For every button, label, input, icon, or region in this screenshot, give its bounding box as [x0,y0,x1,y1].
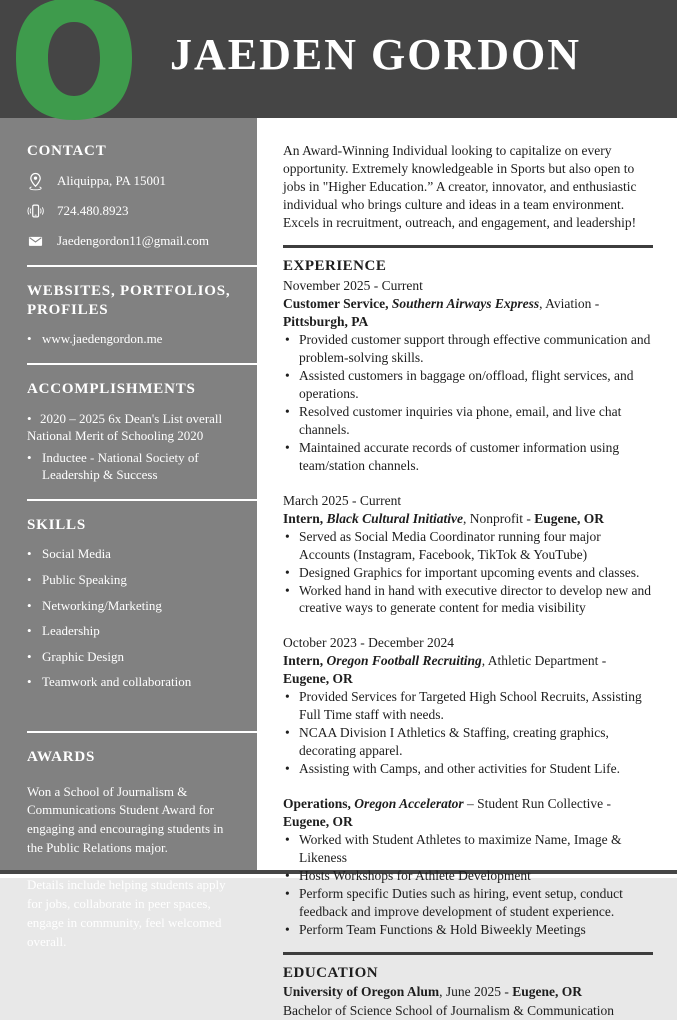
experience-heading: EXPERIENCE [283,257,387,274]
sidebar-divider [27,265,257,267]
sidebar [0,118,257,949]
experience-section [283,257,653,939]
job-bullet: • Perform specific Duties such as hiring, event setup, conduct feedback and improve development of student experience. [285,885,653,921]
contact-location-text: Aliquippa, PA 15001 [57,172,166,188]
location-pin-icon [27,172,44,190]
job-title [283,295,653,331]
awards-paragraph: Details include helping students apply for jobs, collaborate in peer spaces, engage in community, feel welcomed overall. [27,877,226,949]
person-name: JAEDEN GORDON [170,30,582,79]
job-bullet: • Assisting with Camps, and other activities for Student Life. [285,760,653,778]
accomplishments-heading: ACCOMPLISHMENTS [27,380,196,397]
job-bullet: • NCAA Division I Athletics & Staffing, creating graphics, decorating apparel. [285,724,653,760]
education-section [283,964,653,1020]
job-detail: , Aviation - [539,296,600,312]
job-company: Oregon Football Recruiting [323,653,482,669]
skill-item: • Teamwork and collaboration [27,673,257,691]
job-bullet: • Resolved customer inquiries via phone, email, and live chat channels. [285,403,653,439]
skill-item: • Social Media [27,545,257,563]
sidebar-divider [27,499,257,501]
experience-entry [283,277,653,474]
awards-heading: AWARDS [27,748,96,765]
job-bullet: • Worked with Student Athletes to maximize Name, Image & Likeness [285,831,653,867]
job-role: Intern, [283,510,324,526]
phone-icon [27,202,44,220]
websites-heading: WEBSITES, PORTFOLIOS, PROFILES [27,282,231,318]
job-role: Operations, [283,796,351,812]
job-location: Eugene, OR [534,510,605,526]
job-bullet: • Served as Social Media Coordinator running four major Accounts (Instagram, Facebook, TikTok & YouTube) [285,528,653,564]
job-bullet: • Perform Team Functions & Hold Biweekly Meetings [285,921,653,939]
job-location: Eugene, OR [283,671,353,687]
skills-section [27,516,257,691]
job-bullet: • Designed Graphics for important upcoming events and classes. [285,564,653,582]
job-title [283,510,653,528]
skill-item: • Leadership [27,622,257,640]
section-divider [283,952,653,955]
websites-section [27,282,257,348]
main-content [257,118,677,1018]
job-detail: – Student Run Collective - [463,796,611,812]
contact-section [27,142,257,250]
job-location: Pittsburgh, PA [283,314,369,330]
experience-entry [283,795,653,939]
job-company: Oregon Accelerator [350,796,464,812]
contact-row-location [27,172,257,190]
skill-item: • Graphic Design [27,648,257,666]
experience-entry [283,634,653,778]
job-location: Eugene, OR [283,814,353,829]
contact-row-email [27,232,257,250]
experience-entry [283,492,653,618]
accomplishment-item: • Inductee - National Society of Leadership & Success [27,449,257,484]
skill-item: • Public Speaking [27,571,257,589]
job-title [283,795,653,831]
education-heading: EDUCATION [283,964,379,981]
contact-heading: CONTACT [27,143,107,159]
section-divider [283,245,653,248]
skills-heading: SKILLS [27,516,86,533]
job-detail: , Athletic Department - [481,653,607,669]
accomplishments-section [27,380,257,484]
job-detail: , Nonprofit - [463,510,535,526]
education-location: Eugene, OR [512,984,583,1000]
header-band [0,0,677,118]
contact-phone-text: 724.480.8923 [57,202,129,218]
oregon-o-logo-icon [8,0,140,118]
awards-paragraph: Won a School of Journalism & Communications Student Award for engaging and encouraging students in the Public Relations major. [27,783,224,855]
education-school: University of Oregon Alum [283,984,440,1000]
website-link[interactable]: • www.jaedengordon.me [27,330,257,348]
job-dates: October 2023 - December 2024 [283,635,454,651]
sidebar-divider [27,731,257,733]
job-bullet: • Worked hand in hand with executive director to develop new and creative ways to generate content for media visibility [285,582,653,618]
education-degree: Bachelor of Science School of Journalism & Communication [283,1002,615,1018]
sidebar-divider [27,363,257,365]
job-bullet: • Assisted customers in baggage on/offload, flight services, and operations. [285,367,653,403]
education-date: , June 2025 - [439,984,513,1000]
job-dates: November 2025 - Current [283,278,423,294]
job-dates: March 2025 - Current [283,492,402,508]
job-company: Black Cultural Initiative [323,510,464,526]
job-role: Customer Service, [283,296,389,312]
job-bullet: • Hosts Workshops for Athlete Development [285,867,653,885]
job-role: Intern, [283,653,324,669]
awards-section [27,748,257,952]
accomplishment-item: • 2020 – 2025 6x Dean's List overall National Merit of Schooling 2020 [27,410,257,445]
email-icon [27,232,44,250]
summary-paragraph: An Award-Winning Individual looking to capitalize on every opportunity. Extremely knowledgeable in Sports but also open to jobs in "Higher Education.” A creator, innovator, and enthusiastic individual who brings culture and ideas in a team environment. Excels in recruitment, outreach, and engagement, and leadership! [283,143,637,230]
job-title [283,652,653,688]
education-school-line [283,983,653,1002]
job-bullet: • Maintained accurate records of customer information using team/station channels. [285,439,653,475]
skill-item: • Networking/Marketing [27,597,257,615]
job-bullet: • Provided customer support through effective communication and problem-solving skills. [285,331,653,367]
job-bullet: • Provided Services for Targeted High School Recruits, Assisting Full Time staff with needs. [285,688,653,724]
contact-email-text[interactable]: Jaedengordon11@gmail.com [57,232,209,248]
contact-row-phone [27,202,257,220]
job-company: Southern Airways Express [388,296,540,312]
